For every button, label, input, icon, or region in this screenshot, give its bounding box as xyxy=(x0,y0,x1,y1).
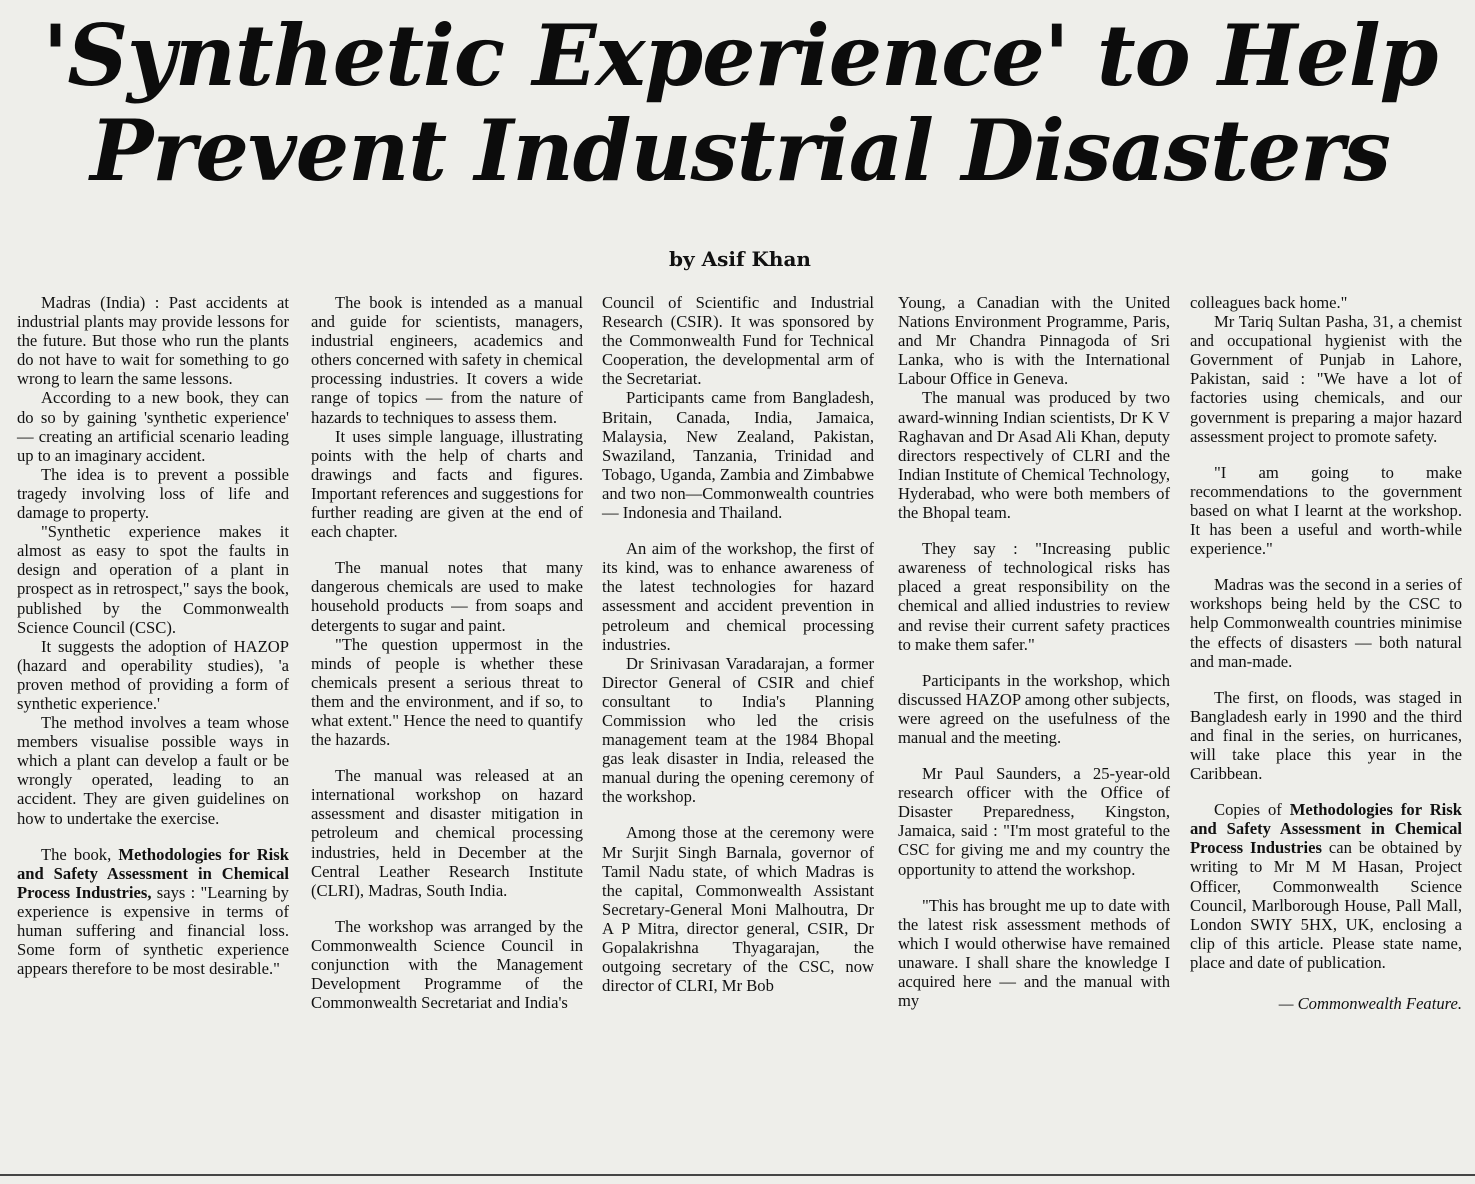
book-intro: The book, xyxy=(41,844,112,864)
byline: by Asif Khan xyxy=(669,247,811,271)
paragraph: Council of Scientific and Industrial Research (CSIR). It was sponsored by the Commonwealth Fund for Technical Cooperation, the developmental arm of the Secretariat. xyxy=(602,293,874,389)
paragraph: They say : "Increasing public awareness of technological risks has placed a great responsibility on the chemical and allied industries to review and revise their current safety practices to make them safer." xyxy=(898,539,1170,654)
paragraph: colleagues back home." xyxy=(1190,293,1348,312)
paragraph: Young, a Canadian with the United Nations Environment Programme, Paris, and Mr Chandra Pinnagoda of Sri Lanka, who is with the International Labour Office in Geneva. xyxy=(898,293,1170,389)
paragraph: The method involves a team whose members visualise possible ways in which a plant can develop a fault or be wrongly operated, leading to an accident. They are given guidelines on how to undertake the exercise. xyxy=(17,713,289,828)
paragraph: It uses simple language, illustrating points with the help of charts and drawings and facts and figures. Important references and suggestions for further reading are given at the end of each chapter. xyxy=(311,426,583,542)
article-column-2 xyxy=(311,293,583,1012)
article-column-4 xyxy=(898,293,1170,1010)
paragraph: Madras was the second in a series of workshops being held by the CSC to help Commonwealth countries minimise the effects of disasters — both natural and man-made. xyxy=(1190,575,1462,671)
paragraph: Dr Srinivasan Varadarajan, a former Director General of CSIR and chief consultant to India's Planning Commission who led the crisis management team at the 1984 Bhopal gas leak disaster in India, released the manual during the opening ceremony of the workshop. xyxy=(602,653,874,807)
paragraph: Mr Paul Saunders, a 25-year-old research officer with the Office of Disaster Preparedness, Kingston, Jamaica, said : "I'm most grateful to the CSC for giving me and my country the opportunity to attend the workshop. xyxy=(898,764,1170,879)
paragraph: Participants came from Bangladesh, Britain, Canada, India, Jamaica, Malaysia, New Zealand, Pakistan, Swaziland, Tanzania, Trinidad and Tobago, Uganda, Zambia and Zimbabwe and two non—Commonwealth countries — Indonesia and Thailand. xyxy=(602,388,874,523)
book-title: Methodologies for Risk and Safety Assessment in Chemical Process Industries, xyxy=(17,844,289,902)
copies-details: can be obtained by writing to Mr M M Hasan, Project Officer, Commonwealth Science Council, Marlborough House, Pall Mall, London SWIY 5HX, UK, enclosing a clip of this article. Please state name, place and date of publication. xyxy=(1190,838,1462,972)
article-column-5 xyxy=(1190,293,1462,1013)
paragraph: The book is intended as a manual and guide for scientists, managers, industrial engineers, academics and others concerned with safety in chemical processing industries. It covers a wide range of topics — from the nature of hazards to techniques to assess them. xyxy=(311,293,583,427)
paragraph: According to a new book, they can do so by gaining 'synthetic experience' — creating an artificial scenario leading up to an imaginary accident. xyxy=(17,388,289,465)
paragraph: The manual was produced by two award-winning Indian scientists, Dr K V Raghavan and Dr Asad Ali Khan, deputy directors respectively of CLRI and the Indian Institute of Chemical Technology, Hyderabad, who were both members of the Bhopal team. xyxy=(898,388,1170,523)
credit-line: — Commonwealth Feature. xyxy=(1278,994,1462,1013)
paragraph: Among those at the ceremony were Mr Surjit Singh Barnala, governor of Tamil Nadu state, of which Madras is the capital, Commonwealth Assistant Secretary-General Moni Malhoutra, Dr A P Mitra, director general, CSIR, Dr Gopalakrishna Thyagarajan, the outgoing secretary of the CSC, now director of CLRI, Mr Bob xyxy=(602,823,874,996)
paragraph: An aim of the workshop, the first of its kind, was to enhance awareness of the latest technologies for hazard assessment and accident prevention in petroleum and chemical processing industries. xyxy=(602,539,874,654)
paragraph: The workshop was arranged by the Commonwealth Science Council in conjunction with the Management Development Programme of the Commonwealth Secretariat and India's xyxy=(311,916,583,1013)
paragraph: The first, on floods, was staged in Bangladesh early in 1990 and the third and final in the series, on hurricanes, will take place this year in the Caribbean. xyxy=(1190,687,1462,784)
paragraph: Mr Tariq Sultan Pasha, 31, a chemist and occupational hygienist with the Government of Punjab in Lahore, Pakistan, said : "We have a lot of factories using chemicals, and our government is preparing a major hazard assessment project to promote safety. xyxy=(1190,312,1462,446)
copies-book-title: Methodologies for Risk and Safety Assessment in Chemical Process Industries xyxy=(1190,800,1462,858)
book-quote: says : "Learning by experience is expensive in terms of human suffering and financial loss. Some form of synthetic experience appears therefore to be most desirable." xyxy=(17,882,289,979)
copies-paragraph xyxy=(1190,800,1462,972)
paragraph: The idea is to prevent a possible tragedy involving loss of life and damage to property. xyxy=(17,464,289,523)
paragraph: The manual notes that many dangerous chemicals are used to make household products — from soaps and detergents to sugar and paint. xyxy=(311,558,583,635)
headline: 'Synthetic Experience' to Help Prevent Industrial Disasters xyxy=(42,6,1438,200)
article-column-1 xyxy=(17,293,289,978)
article-column-3 xyxy=(602,293,874,995)
bottom-rule xyxy=(0,1174,1475,1176)
paragraph: "The question uppermost in the minds of people is whether these chemicals present a serious threat to them and the environment, and if so, to what extent." Hence the need to quantify the hazards. xyxy=(311,634,583,750)
book-quote-paragraph xyxy=(17,845,289,979)
copies-intro: Copies of xyxy=(1214,800,1282,820)
paragraph: "I am going to make recommendations to the government based on what I learnt at the workshop. It has been a useful and worth-while experience." xyxy=(1190,462,1462,559)
paragraph: "This has brought me up to date with the latest risk assessment methods of which I would otherwise have remained unaware. I shall share the knowledge I acquired here — and the manual with my xyxy=(898,895,1170,1011)
paragraph: The manual was released at an international workshop on hazard assessment and disaster mitigation in petroleum and chemical processing industries, held in December at the Central Leather Research Institute (CLRI), Madras, South India. xyxy=(311,766,583,900)
paragraph: "Synthetic experience makes it almost as easy to spot the faults in design and operation of a plant in prospect as in retrospect," says the book, published by the Commonwealth Science Council (CSC). xyxy=(17,522,289,637)
paragraph: It suggests the adoption of HAZOP (hazard and operability studies), 'a proven method of providing a form of synthetic experience.' xyxy=(17,636,289,713)
paragraph: Participants in the workshop, which discussed HAZOP among other subjects, were agreed on the usefulness of the manual and the meeting. xyxy=(898,670,1170,747)
paragraph: Madras (India) : Past accidents at industrial plants may provide lessons for the future. But those who run the plants do not have to wait for something to go wrong to learn the same lessons. xyxy=(17,293,289,389)
